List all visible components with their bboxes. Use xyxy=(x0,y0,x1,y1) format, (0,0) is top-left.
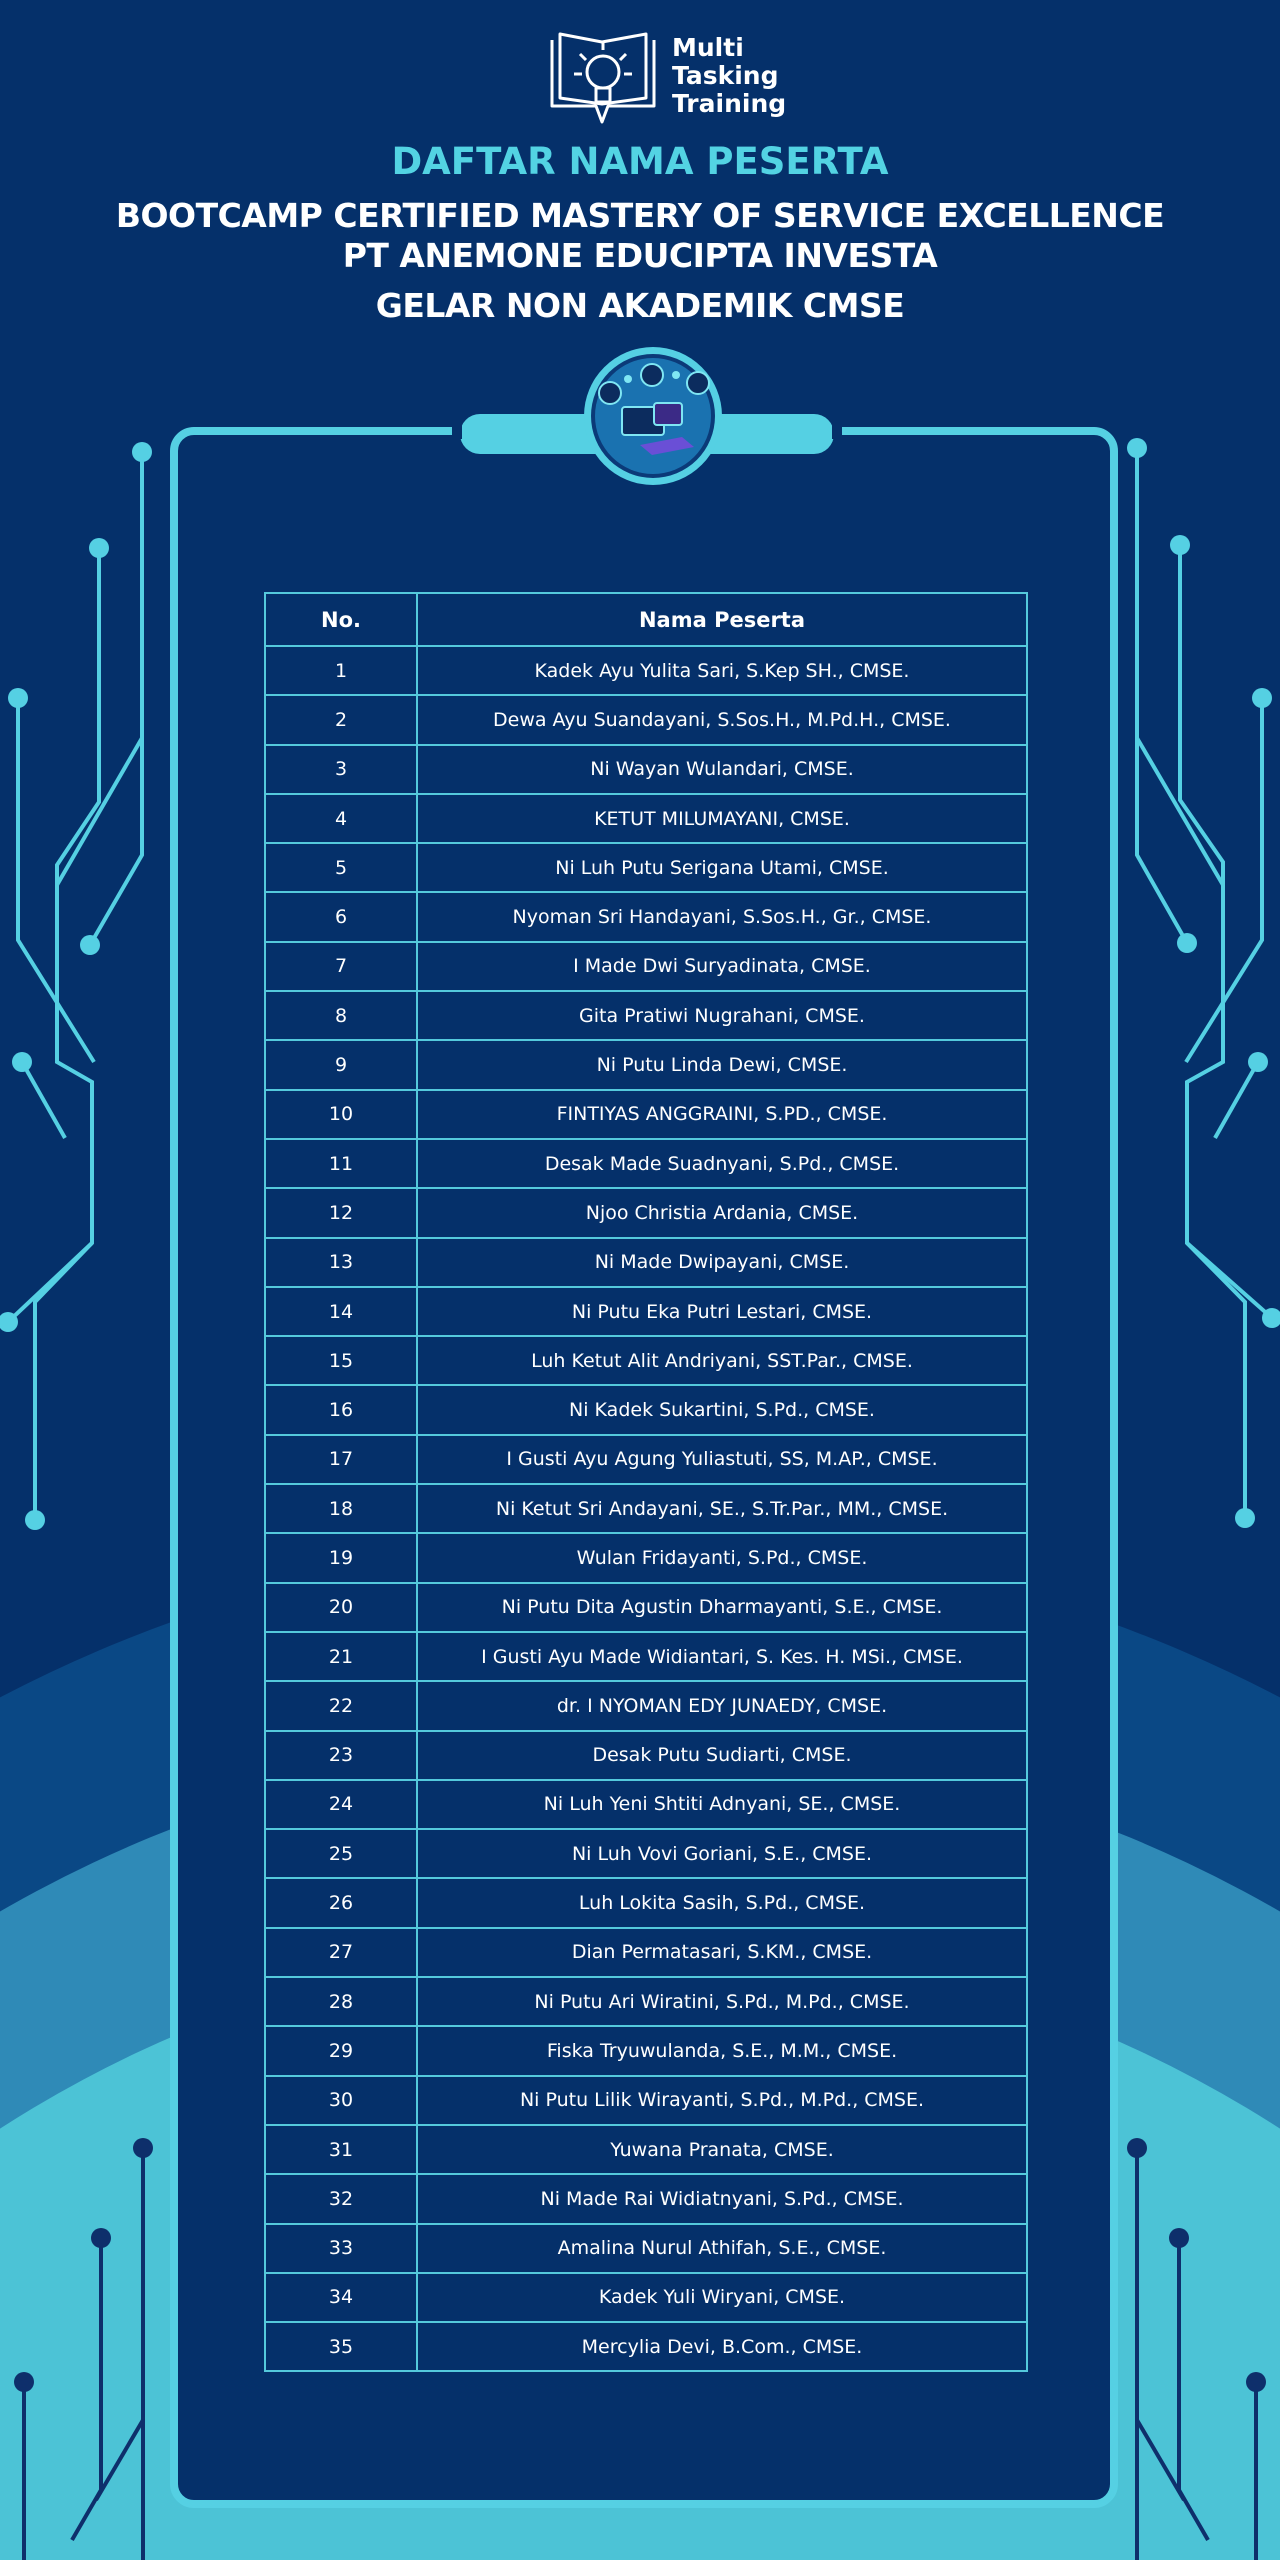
participant-name: Dewa Ayu Suandayani, S.Sos.H., M.Pd.H., CMSE. xyxy=(417,695,1027,744)
participant-table-container xyxy=(264,592,1028,2372)
table-row xyxy=(265,1878,1027,1927)
degree-title: GELAR NON AKADEMIK CMSE xyxy=(375,286,905,325)
row-number: 23 xyxy=(265,1731,417,1780)
participant-name: dr. I NYOMAN EDY JUNAEDY, CMSE. xyxy=(417,1681,1027,1730)
row-number: 22 xyxy=(265,1681,417,1730)
participant-name: I Gusti Ayu Made Widiantari, S. Kes. H. MSi., CMSE. xyxy=(417,1632,1027,1681)
row-number: 30 xyxy=(265,2076,417,2125)
table-row xyxy=(265,1928,1027,1977)
page-title: DAFTAR NAMA PESERTA xyxy=(391,140,889,183)
row-number: 25 xyxy=(265,1829,417,1878)
row-number: 20 xyxy=(265,1583,417,1632)
table-body xyxy=(265,646,1027,2371)
participant-name: Ni Luh Putu Serigana Utami, CMSE. xyxy=(417,843,1027,892)
participant-name: Ni Luh Vovi Goriani, S.E., CMSE. xyxy=(417,1829,1027,1878)
participant-name: Fiska Tryuwulanda, S.E., M.M., CMSE. xyxy=(417,2026,1027,2075)
participant-name: I Gusti Ayu Agung Yuliastuti, SS, M.AP., CMSE. xyxy=(417,1435,1027,1484)
table-row xyxy=(265,2322,1027,2371)
table-row xyxy=(265,1681,1027,1730)
participant-name: Desak Made Suadnyani, S.Pd., CMSE. xyxy=(417,1139,1027,1188)
participant-name: Njoo Christia Ardania, CMSE. xyxy=(417,1188,1027,1237)
participant-name: Yuwana Pranata, CMSE. xyxy=(417,2125,1027,2174)
participant-name: Luh Lokita Sasih, S.Pd., CMSE. xyxy=(417,1878,1027,1927)
table-row xyxy=(265,1829,1027,1878)
participant-name: Dian Permatasari, S.KM., CMSE. xyxy=(417,1928,1027,1977)
table-row xyxy=(265,1977,1027,2026)
row-number: 5 xyxy=(265,843,417,892)
participant-name: Luh Ketut Alit Andriyani, SST.Par., CMSE. xyxy=(417,1336,1027,1385)
participant-name: Gita Pratiwi Nugrahani, CMSE. xyxy=(417,991,1027,1040)
table-row xyxy=(265,794,1027,843)
table-row xyxy=(265,2026,1027,2075)
participant-name: Desak Putu Sudiarti, CMSE. xyxy=(417,1731,1027,1780)
table-row xyxy=(265,2125,1027,2174)
table-row xyxy=(265,646,1027,695)
row-number: 17 xyxy=(265,1435,417,1484)
brand-logo xyxy=(546,30,796,120)
fingerprint-icon xyxy=(687,372,709,394)
participant-name: Ni Wayan Wulandari, CMSE. xyxy=(417,745,1027,794)
program-title: BOOTCAMP CERTIFIED MASTERY OF SERVICE EXCELLENCE xyxy=(115,196,1165,235)
participant-name: Wulan Fridayanti, S.Pd., CMSE. xyxy=(417,1533,1027,1582)
row-number: 12 xyxy=(265,1188,417,1237)
table-row xyxy=(265,1040,1027,1089)
table-row xyxy=(265,745,1027,794)
row-number: 29 xyxy=(265,2026,417,2075)
user-icon xyxy=(599,382,621,404)
row-number: 35 xyxy=(265,2322,417,2371)
participant-name: Ni Luh Yeni Shtiti Adnyani, SE., CMSE. xyxy=(417,1780,1027,1829)
participant-name: Ni Putu Lilik Wirayanti, S.Pd., M.Pd., CMSE. xyxy=(417,2076,1027,2125)
row-number: 16 xyxy=(265,1385,417,1434)
row-number: 14 xyxy=(265,1287,417,1336)
participant-name: Amalina Nurul Athifah, S.E., CMSE. xyxy=(417,2224,1027,2273)
table-row xyxy=(265,2076,1027,2125)
brand-line-3: Training xyxy=(672,89,787,118)
participant-name: Mercylia Devi, B.Com., CMSE. xyxy=(417,2322,1027,2371)
header-name: Nama Peserta xyxy=(417,593,1027,646)
table-row xyxy=(265,991,1027,1040)
row-number: 31 xyxy=(265,2125,417,2174)
training-illustration-badge xyxy=(582,345,724,487)
table-row xyxy=(265,892,1027,941)
table-row xyxy=(265,1188,1027,1237)
table-row xyxy=(265,1435,1027,1484)
table-row xyxy=(265,843,1027,892)
row-number: 2 xyxy=(265,695,417,744)
brand-name xyxy=(672,34,786,118)
table-row xyxy=(265,1090,1027,1139)
participant-name: Ni Made Rai Widiatnyani, S.Pd., CMSE. xyxy=(417,2174,1027,2223)
table-row xyxy=(265,942,1027,991)
row-number: 11 xyxy=(265,1139,417,1188)
row-number: 33 xyxy=(265,2224,417,2273)
row-number: 34 xyxy=(265,2273,417,2322)
brand-line-2: Tasking xyxy=(672,61,779,90)
table-header-row xyxy=(265,593,1027,646)
row-number: 7 xyxy=(265,942,417,991)
participant-name: Ni Putu Eka Putri Lestari, CMSE. xyxy=(417,1287,1027,1336)
participant-name: Ni Ketut Sri Andayani, SE., S.Tr.Par., MM., CMSE. xyxy=(417,1484,1027,1533)
row-number: 4 xyxy=(265,794,417,843)
participant-name: Nyoman Sri Handayani, S.Sos.H., Gr., CMSE. xyxy=(417,892,1027,941)
row-number: 18 xyxy=(265,1484,417,1533)
row-number: 15 xyxy=(265,1336,417,1385)
table-row xyxy=(265,1583,1027,1632)
participant-name: I Made Dwi Suryadinata, CMSE. xyxy=(417,942,1027,991)
laptop-icon xyxy=(654,403,682,425)
row-number: 21 xyxy=(265,1632,417,1681)
table-row xyxy=(265,1385,1027,1434)
participant-table xyxy=(264,592,1028,2372)
table-row xyxy=(265,2224,1027,2273)
row-number: 32 xyxy=(265,2174,417,2223)
row-number: 28 xyxy=(265,1977,417,2026)
table-row xyxy=(265,1533,1027,1582)
table-row xyxy=(265,2273,1027,2322)
row-number: 19 xyxy=(265,1533,417,1582)
participant-name: Ni Putu Dita Agustin Dharmayanti, S.E., CMSE. xyxy=(417,1583,1027,1632)
participant-name: Ni Putu Ari Wiratini, S.Pd., M.Pd., CMSE. xyxy=(417,1977,1027,2026)
table-row xyxy=(265,1139,1027,1188)
row-number: 8 xyxy=(265,991,417,1040)
table-row xyxy=(265,1731,1027,1780)
participant-name: FINTIYAS ANGGRAINI, S.PD., CMSE. xyxy=(417,1090,1027,1139)
book-lightbulb-icon xyxy=(546,30,664,126)
row-number: 27 xyxy=(265,1928,417,1977)
row-number: 10 xyxy=(265,1090,417,1139)
row-number: 26 xyxy=(265,1878,417,1927)
row-number: 9 xyxy=(265,1040,417,1089)
table-row xyxy=(265,1238,1027,1287)
row-number: 24 xyxy=(265,1780,417,1829)
participant-name: Ni Kadek Sukartini, S.Pd., CMSE. xyxy=(417,1385,1027,1434)
participant-name: KETUT MILUMAYANI, CMSE. xyxy=(417,794,1027,843)
table-row xyxy=(265,695,1027,744)
participant-name: Kadek Ayu Yulita Sari, S.Kep SH., CMSE. xyxy=(417,646,1027,695)
lock-icon xyxy=(641,364,663,386)
table-row xyxy=(265,1287,1027,1336)
company-name: PT ANEMONE EDUCIPTA INVESTA xyxy=(342,236,938,275)
row-number: 3 xyxy=(265,745,417,794)
table-row xyxy=(265,1632,1027,1681)
row-number: 1 xyxy=(265,646,417,695)
header-no: No. xyxy=(265,593,417,646)
participant-name: Kadek Yuli Wiryani, CMSE. xyxy=(417,2273,1027,2322)
row-number: 6 xyxy=(265,892,417,941)
table-row xyxy=(265,1484,1027,1533)
table-row xyxy=(265,1780,1027,1829)
participant-name: Ni Putu Linda Dewi, CMSE. xyxy=(417,1040,1027,1089)
table-row xyxy=(265,2174,1027,2223)
participant-name: Ni Made Dwipayani, CMSE. xyxy=(417,1238,1027,1287)
brand-line-1: Multi xyxy=(672,33,744,62)
row-number: 13 xyxy=(265,1238,417,1287)
table-row xyxy=(265,1336,1027,1385)
